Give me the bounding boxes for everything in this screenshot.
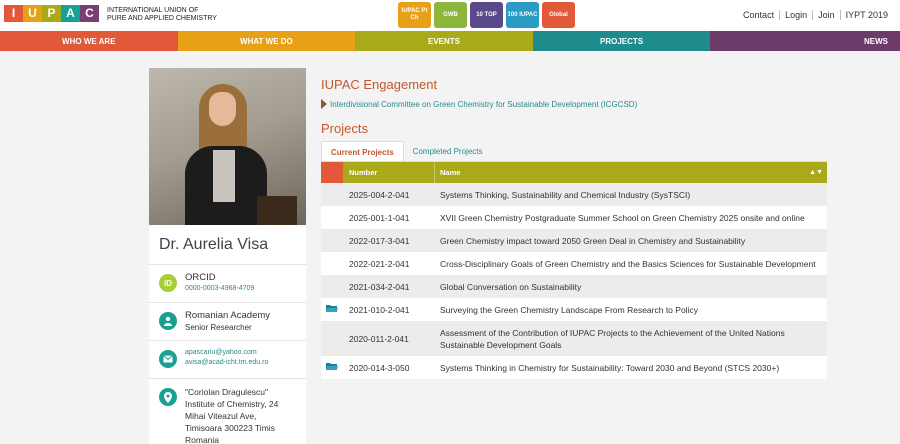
address-line-2: Institute of Chemistry, 24	[185, 399, 279, 409]
top-bar	[0, 0, 900, 31]
table-row[interactable]	[321, 275, 827, 298]
profile-card	[149, 68, 306, 444]
role: Senior Researcher	[185, 323, 252, 332]
orcid-block	[149, 265, 306, 303]
email-block	[149, 341, 306, 379]
table-row[interactable]	[321, 206, 827, 229]
orcid-label: ORCID	[185, 272, 216, 283]
iypt-link[interactable]: IYPT 2019	[840, 10, 893, 20]
table-row[interactable]	[321, 183, 827, 206]
project-name[interactable]: Systems Thinking in Chemistry for Sustainability: Toward 2030 and Beyond (STCS 2030+)	[440, 362, 780, 373]
iupac-logo[interactable]	[4, 5, 99, 22]
nav-what-we-do[interactable]: WHAT WE DO	[178, 31, 356, 51]
location-pin-icon	[159, 388, 177, 406]
column-number[interactable]: Number	[343, 162, 435, 183]
project-name[interactable]: XVII Green Chemistry Postgraduate Summer School on Green Chemistry 2025 onsite and online	[440, 212, 805, 223]
project-number[interactable]: 2020-014-3-050	[349, 362, 410, 373]
login-link[interactable]: Login	[779, 10, 812, 20]
org-line-1: INTERNATIONAL UNION OF	[107, 7, 199, 14]
table-header	[321, 162, 827, 183]
address-line-1: "Coriolan Dragulescu"	[185, 387, 269, 397]
project-name[interactable]: Assessment of the Contribution of IUPAC Projects to the Achievement of the United Nations Sustainable Development Goals	[440, 327, 785, 350]
profile-name: Dr. Aurelia Visa	[149, 225, 306, 265]
person-icon	[159, 312, 177, 330]
main-content	[321, 77, 827, 379]
contact-link[interactable]: Contact	[743, 10, 775, 20]
project-name[interactable]: Green Chemistry impact toward 2050 Green Deal in Chemistry and Sustainability	[440, 235, 746, 246]
chevron-right-icon	[321, 99, 327, 109]
column-name[interactable]: Name	[440, 168, 461, 177]
affiliation: Romanian Academy	[185, 310, 271, 321]
join-link[interactable]: Join	[812, 10, 840, 20]
orcid-link[interactable]: 0000-0003-4968-4709	[185, 285, 255, 292]
project-number[interactable]: 2025-001-1-041	[349, 212, 410, 223]
logo-letter: C	[80, 5, 99, 22]
table-row[interactable]	[321, 356, 827, 379]
orcid-icon: iD	[159, 274, 177, 292]
project-name[interactable]: Global Conversation on Sustainability	[440, 281, 582, 292]
tab-completed-projects[interactable]: Completed Projects	[412, 147, 483, 156]
tab-current-projects[interactable]: Current Projects	[321, 141, 404, 161]
logo-letter: A	[61, 5, 80, 22]
address-line-4: Timisoara 300223 Timis	[185, 423, 275, 433]
nav-events[interactable]: EVENTS	[355, 31, 533, 51]
sort-icon[interactable]: ▲▼	[809, 169, 823, 176]
email-link-2[interactable]: avisa@acad-icht.tm.edu.ro	[185, 359, 269, 366]
nav-news[interactable]: NEWS	[710, 31, 900, 51]
address-block	[149, 379, 306, 444]
badges	[398, 2, 575, 28]
projects-table	[321, 162, 827, 379]
badge-logo[interactable]: GWB	[434, 2, 467, 28]
address	[185, 386, 278, 444]
table-row[interactable]	[321, 321, 827, 356]
affiliation-block	[149, 303, 306, 341]
project-number[interactable]: 2020-011-2-041	[349, 333, 409, 344]
badge-logo[interactable]: 10 TOP	[470, 2, 503, 28]
engagement-heading: IUPAC Engagement	[321, 77, 438, 92]
badge-logo[interactable]: Global	[542, 2, 575, 28]
logo-letter: I	[4, 5, 23, 22]
table-row[interactable]	[321, 298, 827, 321]
org-line-2: PURE AND APPLIED CHEMISTRY	[107, 15, 217, 22]
logo-letter: U	[23, 5, 42, 22]
project-number[interactable]: 2021-010-2-041	[349, 304, 410, 315]
folder-icon[interactable]	[321, 304, 343, 316]
project-number[interactable]: 2025-004-2-041	[349, 189, 410, 200]
envelope-icon	[159, 350, 177, 368]
badge-logo[interactable]: 100 IUPAC	[506, 2, 539, 28]
address-line-3: Mihai Viteazul Ave,	[185, 411, 257, 421]
top-links	[738, 10, 893, 20]
project-number[interactable]: 2021-034-2-041	[349, 281, 410, 292]
project-name[interactable]: Cross-Disciplinary Goals of Green Chemistry and the Basics Sciences for Sustainable Development	[440, 258, 816, 269]
project-name[interactable]: Surveying the Green Chemistry Landscape From Research to Policy	[440, 304, 698, 315]
org-name	[107, 7, 217, 23]
folder-icon[interactable]	[321, 362, 343, 374]
project-number[interactable]: 2022-021-2-041	[349, 258, 410, 269]
nav-projects[interactable]: PROJECTS	[533, 31, 711, 51]
badge-logo[interactable]: IUPAC Pt Ch	[398, 2, 431, 28]
profile-photo	[149, 68, 306, 225]
committee-link[interactable]	[321, 99, 827, 109]
nav-who-we-are[interactable]: WHO WE ARE	[0, 31, 178, 51]
project-name[interactable]: Systems Thinking, Sustainability and Chemical Industry (SysTSCI)	[440, 189, 691, 200]
logo-letter: P	[42, 5, 61, 22]
project-tabs	[321, 141, 827, 162]
header-spacer	[321, 162, 343, 183]
project-number[interactable]: 2022-017-3-041	[349, 235, 410, 246]
email-link-1[interactable]: apascariu@yahoo.com	[185, 349, 257, 356]
table-row[interactable]	[321, 229, 827, 252]
projects-heading: Projects	[321, 121, 368, 136]
table-body	[321, 183, 827, 379]
table-row[interactable]	[321, 252, 827, 275]
main-nav	[0, 31, 900, 51]
address-line-5: Romania	[185, 435, 220, 444]
committee-label: Interdivisional Committee on Green Chemistry for Sustainable Development (ICGCSD)	[330, 99, 638, 109]
